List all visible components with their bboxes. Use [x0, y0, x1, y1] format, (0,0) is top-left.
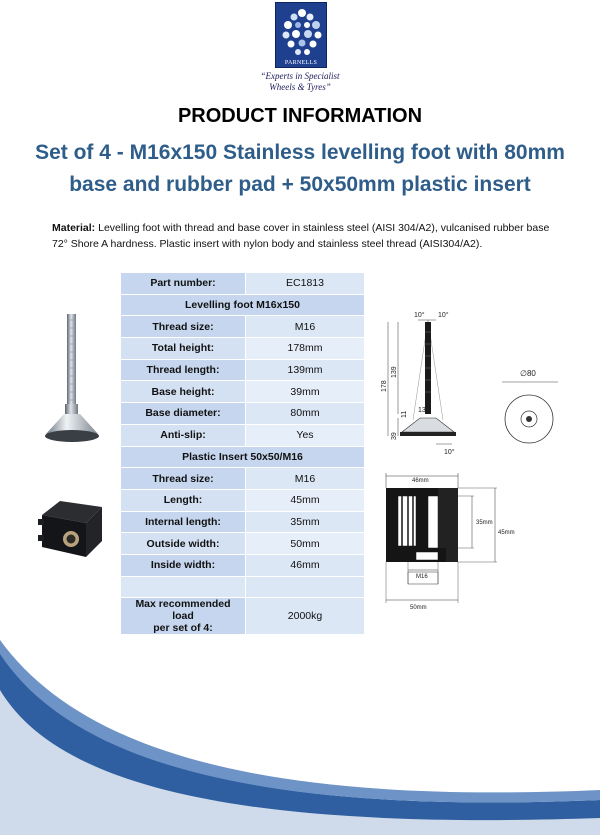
- material-text: Levelling foot with thread and base cover in stainless steel (AISI 304/A2), vulcanised rubber base 72° Shore A hardness. Plastic insert with nylon body and stainless steel thread (AISI304/A2).: [52, 222, 550, 250]
- dim-angle-right: 10°: [438, 312, 449, 319]
- brand-tagline: “Experts in Specialist Wheels & Tyres”: [260, 71, 340, 92]
- row-label: Thread length:: [121, 359, 246, 381]
- blank-row: [121, 576, 365, 598]
- max-load-value: 2000kg: [246, 598, 365, 635]
- row-value: M16: [246, 316, 365, 338]
- dots-logo-icon: [276, 3, 328, 61]
- table-row: [121, 403, 365, 425]
- levelling-foot-photo: [40, 312, 104, 446]
- dim-thread: M16: [416, 574, 428, 580]
- dim-angle-left: 10°: [414, 312, 425, 319]
- part-number-label: Part number:: [121, 273, 246, 295]
- row-value: M16: [246, 468, 365, 490]
- row-value: 45mm: [246, 489, 365, 511]
- material-label: Material:: [52, 222, 96, 234]
- row-label: Outside width:: [121, 533, 246, 555]
- dim-angle-bottom: 10°: [444, 449, 455, 456]
- brand-name: PARNELLS: [284, 60, 318, 66]
- decorative-swoosh: [0, 640, 600, 835]
- dim-outer-height: 45mm: [498, 530, 515, 536]
- row-value: 139mm: [246, 359, 365, 381]
- row-value: 80mm: [246, 403, 365, 425]
- row-label: Thread size:: [121, 316, 246, 338]
- table-row: [121, 511, 365, 533]
- row-value: 50mm: [246, 533, 365, 555]
- plastic-insert-drawing: [380, 466, 525, 616]
- dim-top-width: 46mm: [412, 478, 429, 484]
- dim-inner-height: 35mm: [476, 520, 493, 526]
- dim-13: 13: [418, 407, 426, 414]
- table-row: [121, 316, 365, 338]
- row-value: 178mm: [246, 338, 365, 360]
- plastic-insert-photo: [38, 497, 104, 561]
- section-row: [121, 446, 365, 468]
- row-label: Length:: [121, 489, 246, 511]
- table-row: [121, 273, 365, 295]
- table-row: [121, 381, 365, 403]
- row-label: Base diameter:: [121, 403, 246, 425]
- levelling-foot-drawing: [376, 308, 486, 458]
- page-heading: PRODUCT INFORMATION: [177, 105, 423, 127]
- spec-table: [120, 272, 365, 635]
- max-load-label: Max recommended load per set of 4:: [121, 598, 246, 635]
- row-value: 35mm: [246, 511, 365, 533]
- table-row: [121, 424, 365, 446]
- table-row: [121, 554, 365, 576]
- row-value: 39mm: [246, 381, 365, 403]
- row-label: Inside width:: [121, 554, 246, 576]
- row-value: Yes: [246, 424, 365, 446]
- row-label: Total height:: [121, 338, 246, 360]
- base-plan-drawing: [494, 362, 564, 448]
- dim-total-height: 178: [381, 380, 388, 392]
- table-row: [121, 489, 365, 511]
- table-row: [121, 468, 365, 490]
- dim-small: 11: [401, 410, 408, 418]
- row-label: Anti-slip:: [121, 424, 246, 446]
- row-label: Internal length:: [121, 511, 246, 533]
- table-row: [121, 598, 365, 635]
- section-levelling-foot: Levelling foot M16x150: [121, 294, 365, 316]
- section-plastic-insert: Plastic Insert 50x50/M16: [121, 446, 365, 468]
- dim-thread-length: 139: [391, 366, 398, 378]
- row-label: Base height:: [121, 381, 246, 403]
- row-value: 46mm: [246, 554, 365, 576]
- table-row: [121, 533, 365, 555]
- dim-bottom-width: 50mm: [410, 605, 427, 611]
- section-row: [121, 294, 365, 316]
- table-row: [121, 359, 365, 381]
- table-row: [121, 338, 365, 360]
- dim-diameter: ∅80: [520, 369, 536, 378]
- dim-base-height: 39: [391, 432, 398, 440]
- row-label: Thread size:: [121, 468, 246, 490]
- part-number-value: EC1813: [246, 273, 365, 295]
- material-description: [52, 220, 562, 252]
- parnells-logo: [275, 2, 327, 68]
- product-title: Set of 4 - M16x150 Stainless levelling foot with 80mm base and rubber pad + 50x50mm plastic insert: [35, 141, 565, 196]
